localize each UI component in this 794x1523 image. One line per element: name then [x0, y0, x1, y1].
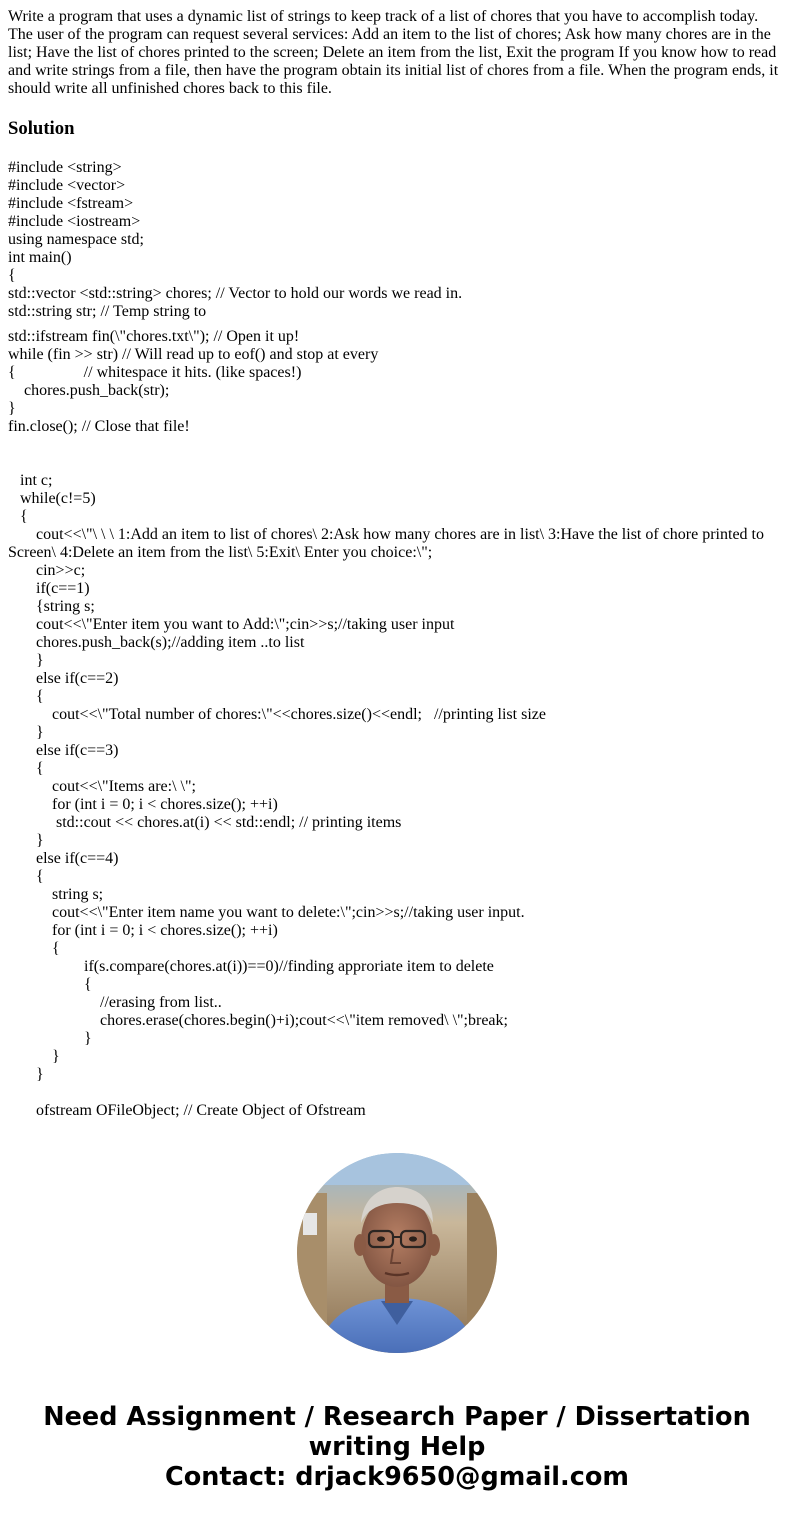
code-line: } [8, 724, 44, 741]
code-line: { [8, 940, 60, 957]
code-line: #include <vector> [8, 177, 126, 194]
code-line: #include <fstream> [8, 195, 134, 212]
code-line: } [8, 1048, 60, 1065]
code-line: //erasing from list.. [8, 994, 222, 1011]
code-line: for (int i = 0; i < chores.size(); ++i) [8, 796, 278, 813]
author-portrait [297, 1153, 497, 1353]
code-line: std::ifstream fin(\"chores.txt\"); // Open it up! [8, 328, 300, 345]
footer-line-1: Need Assignment / Research Paper / Dissertation [43, 1402, 751, 1432]
code-line: chores.erase(chores.begin()+i);cout<<\"item removed\ \";break; [8, 1012, 508, 1029]
code-line: chores.push_back(s);//adding item ..to list [8, 634, 305, 651]
code-line: } [8, 1030, 92, 1047]
code-line: string s; [8, 886, 104, 903]
code-line: int c; [8, 472, 53, 489]
code-line: #include <string> [8, 159, 122, 176]
code-block-main [8, 328, 786, 1120]
code-line: #include <iostream> [8, 213, 141, 230]
code-line: else if(c==3) [8, 742, 119, 759]
code-line: } [8, 652, 44, 669]
code-line: cout<<\"Total number of chores:\"<<chores.size()<<endl; //printing list size [8, 706, 546, 723]
code-line: { [8, 508, 28, 525]
code-line: int main() [8, 249, 72, 266]
code-line: cout<<\"Enter item name you want to delete:\";cin>>s;//taking user input. [8, 904, 525, 921]
code-line: fin.close(); // Close that file! [8, 418, 190, 435]
person-portrait-icon [297, 1153, 497, 1353]
question-text: Write a program that uses a dynamic list of strings to keep track of a list of chores that you have to accomplish today. The user of the program can request several services: Add an item to the list of chores; Ask how many chores are in the list; Have the list of chores printed to the screen; Delete an item from the list, Exit the program If you know how to read and write strings from a file, then have the program obtain its initial list of chores from a file. When the program ends, it should write all unfinished chores back to this file. [8, 8, 779, 97]
code-line: } [8, 1066, 44, 1083]
code-line: { [8, 868, 44, 885]
code-line: { [8, 760, 44, 777]
solution-heading: Solution [8, 118, 75, 139]
code-line [8, 454, 786, 472]
code-line: using namespace std; [8, 231, 144, 248]
code-line: {string s; [8, 598, 95, 615]
code-line: if(s.compare(chores.at(i))==0)//finding approriate item to delete [8, 958, 494, 975]
code-line: else if(c==2) [8, 670, 119, 687]
code-line: } [8, 832, 44, 849]
code-line: ofstream OFileObject; // Create Object of Ofstream [8, 1102, 366, 1119]
code-line: std::cout << chores.at(i) << std::endl; // printing items [8, 814, 402, 831]
code-line [8, 436, 786, 454]
code-line: { [8, 267, 16, 284]
code-line: { // whitespace it hits. (like spaces!) [8, 364, 302, 381]
code-line: chores.push_back(str); [8, 382, 170, 399]
code-block-includes [8, 159, 786, 321]
footer-contact [0, 1402, 794, 1492]
code-line: { [8, 976, 92, 993]
code-line: cout<<\"Enter item you want to Add:\";cin>>s;//taking user input [8, 616, 455, 633]
code-line: else if(c==4) [8, 850, 119, 867]
footer-contact-email: Contact: drjack9650@gmail.com [165, 1462, 629, 1492]
code-line: } [8, 400, 16, 417]
code-line: while (fin >> str) // Will read up to eof() and stop at every [8, 346, 379, 363]
code-line: while(c!=5) [8, 490, 96, 507]
code-line: std::vector <std::string> chores; // Vector to hold our words we read in. [8, 285, 463, 302]
code-line: for (int i = 0; i < chores.size(); ++i) [8, 922, 278, 939]
code-line: if(c==1) [8, 580, 90, 597]
code-line: cin>>c; [8, 562, 86, 579]
code-line [8, 1084, 786, 1102]
footer-line-2: writing Help [308, 1432, 486, 1462]
code-line: cout<<\"\ \ \ 1:Add an item to list of chores\ 2:Ask how many chores are in list\ 3:Have the list of chore printed to Screen\ 4:Delete an item from the list\ 5:Exit\ Enter you choice:\"; [8, 526, 768, 561]
code-line: std::string str; // Temp string to [8, 303, 207, 320]
document-content [8, 8, 786, 1120]
code-line: { [8, 688, 44, 705]
code-line: cout<<\"Items are:\ \"; [8, 778, 196, 795]
